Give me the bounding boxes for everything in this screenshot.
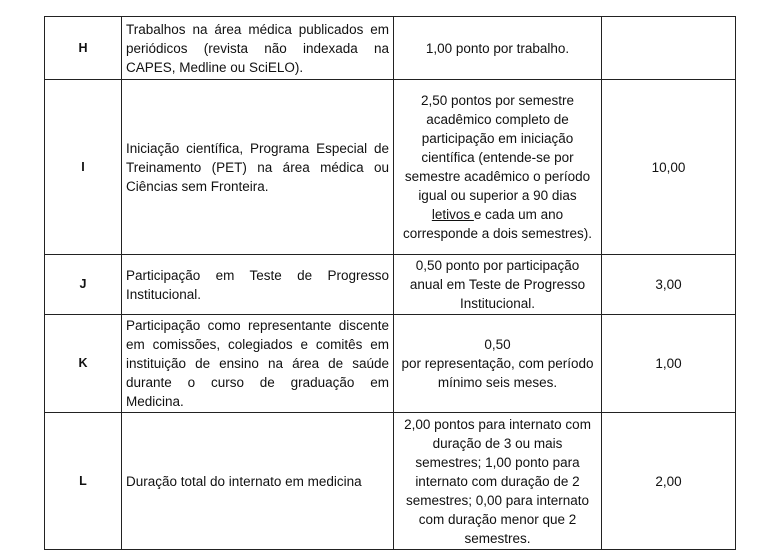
score-condition: por representação, com período mínimo seis meses.: [401, 356, 594, 390]
row-score-rule: 0,50 ponto por participação anual em Teste de Progresso Institucional.: [394, 255, 602, 315]
row-score-rule: [394, 80, 602, 255]
row-max-points: [602, 17, 736, 80]
row-code: I: [45, 80, 122, 255]
table-row: [45, 80, 736, 255]
row-description: Participação como representante discente em comissões, colegiados e comitês em instituição de ensino na área de saúde durante o curso de graduação em Medicina.: [122, 315, 394, 413]
row-description: Duração total do internato em medicina: [122, 413, 394, 550]
row-score-rule: 1,00 ponto por trabalho.: [394, 17, 602, 80]
row-score-rule: 2,00 pontos para internato com duração de 3 ou mais semestres; 1,00 ponto para internato com duração de 2 semestres; 0,00 para internato com duração menor que 2 semestres.: [394, 413, 602, 550]
row-description: Trabalhos na área médica publicados em periódicos (revista não indexada na CAPES, Medline ou SciELO).: [122, 17, 394, 80]
row-max-points: 10,00: [602, 80, 736, 255]
row-code: L: [45, 413, 122, 550]
criteria-table: [44, 16, 736, 550]
table-row: [45, 255, 736, 315]
row-max-points: 2,00: [602, 413, 736, 550]
score-text-part: 2,50 pontos por semestre acadêmico completo de participação em iniciação científica (entende-se por semestre acadêmico o período igual ou superior a 90 dias: [404, 93, 591, 203]
score-text-underlined: letivos: [431, 207, 474, 222]
row-code: J: [45, 255, 122, 315]
score-text-part: e cada um ano corresponde a dois semestres).: [402, 207, 593, 241]
row-max-points: 3,00: [602, 255, 736, 315]
row-description: Participação em Teste de Progresso Institucional.: [122, 255, 394, 315]
row-code: H: [45, 17, 122, 80]
row-description: Iniciação científica, Programa Especial de Treinamento (PET) na área médica ou Ciências sem Fronteira.: [122, 80, 394, 255]
table-row: [45, 17, 736, 80]
score-value: 0,50: [484, 337, 511, 352]
row-max-points: 1,00: [602, 315, 736, 413]
row-score-rule: [394, 315, 602, 413]
row-code: K: [45, 315, 122, 413]
table-row: [45, 413, 736, 550]
table-row: [45, 315, 736, 413]
